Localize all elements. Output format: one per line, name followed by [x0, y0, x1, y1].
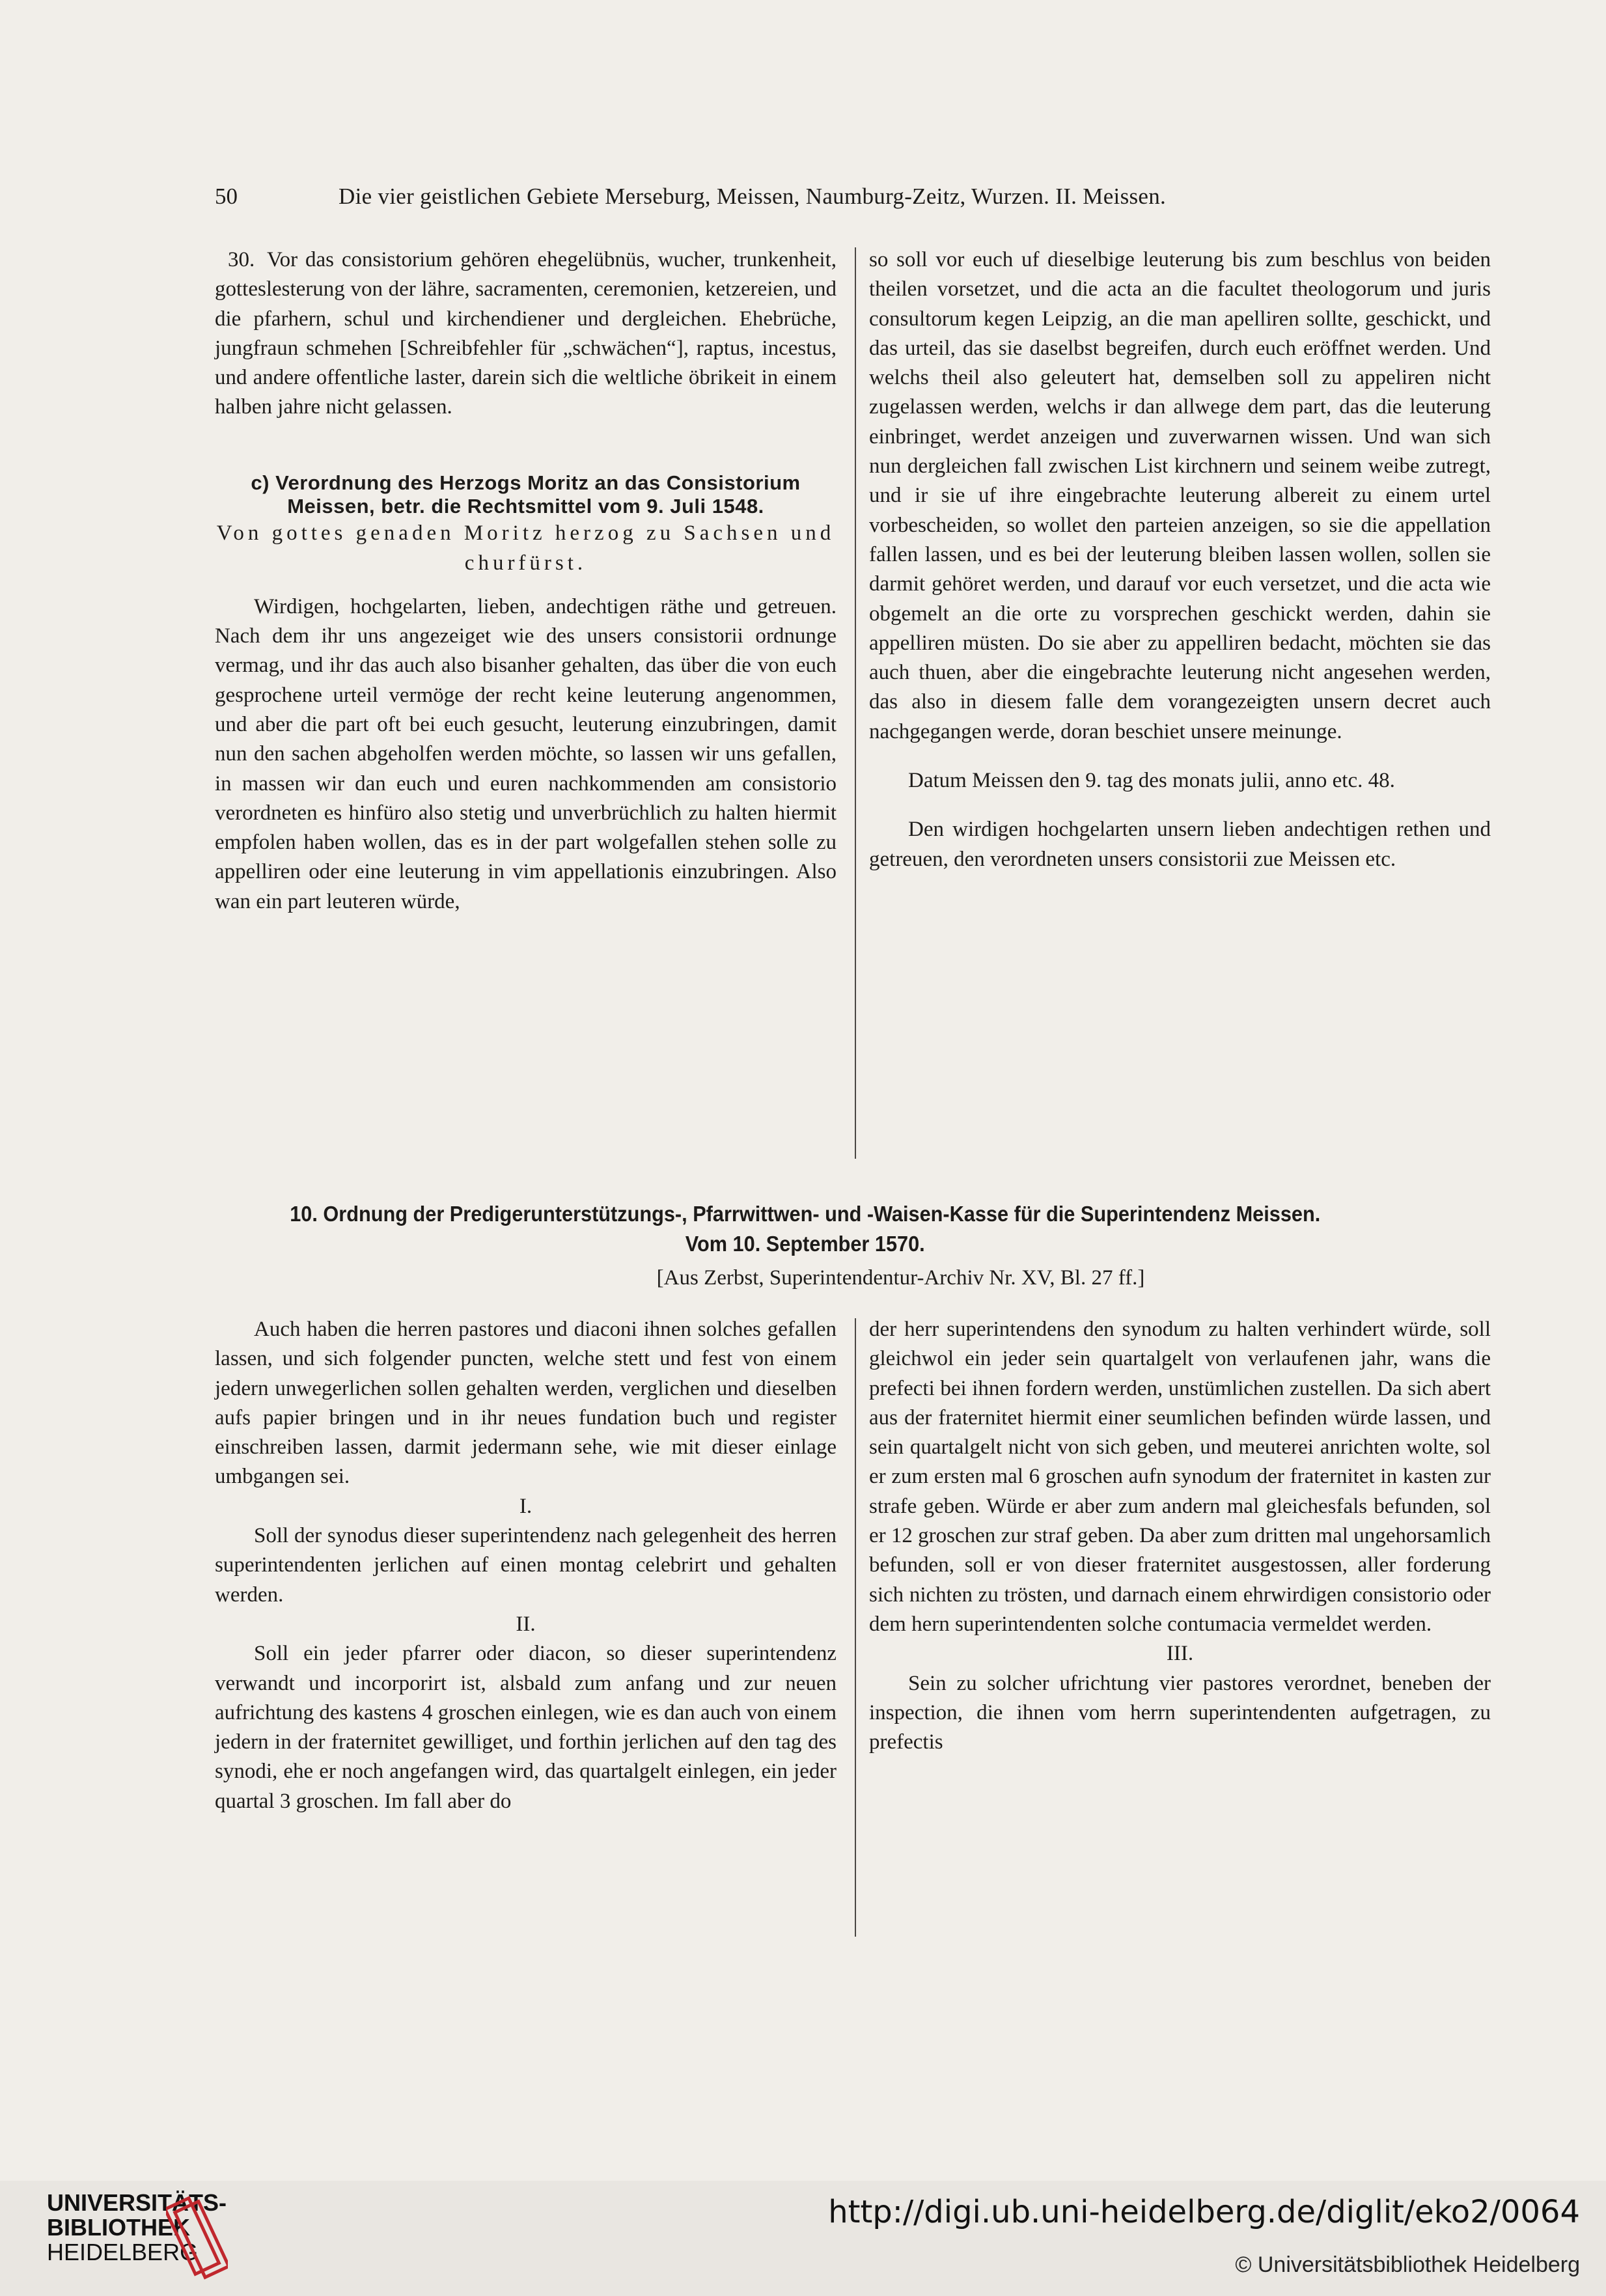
library-line-2: BIBLIOTHEK [47, 2214, 190, 2241]
source-reference: [Aus Zerbst, Superintendentur-Archiv Nr. XV, Bl. 27 ff.] [656, 1266, 1145, 1290]
article-2-text: Soll ein jeder pfarrer oder diacon, so dieser superintendenz verwandt und incorporirt ist, alsbald zum anfang und zur neuen aufrichtung des kastens 4 groschen einlegen, wie es dan auch von einem jedern in der fraternitet gewilliget, und forthin jerlichen auf den tag des synodi, ehe er noch angefangen wird, das quartalgelt einlegen, ein jeder quartal 3 groschen. Im fall aber do [215, 1642, 837, 1813]
library-line-1: UNIVERSITÄTS- [47, 2189, 227, 2216]
permalink-url[interactable]: http://digi.ub.uni-heidelberg.de/diglit/eko2/0064 [828, 2194, 1580, 2230]
section-c-heading: c) Verordnung des Herzogs Moritz an das Consistorium Meissen, betr. die Rechtsmittel vom 9. Juli 1548. [251, 471, 801, 518]
article-number-3: III. [1166, 1642, 1194, 1666]
running-title: Die vier geistlichen Gebiete Merseburg, Meissen, Naumburg-Zeitz, Wurzen. II. Meissen. [339, 184, 1167, 209]
upper-left-column [215, 245, 837, 917]
section-10-title-line1: 10. Ordnung der Predigerunterstützungs-, Pfarrwittwen- und -Waisen-Kasse für die Superintendenz Meissen. [290, 1202, 1321, 1226]
column-divider-lower [855, 1318, 856, 1937]
ordinance-intro: Auch haben die herren pastores und diaconi ihnen solches gefallen lassen, und sich folgender puncten, welche stett und fest von einem jedern unwegerlichen sollen gehalten werden, verglichen und dieselben aufs papier bringen und in ihr neues fundation buch und register einschreiben lassen, darmit jedermann sehe, wie mit dieser einlage umbgangen sei. [215, 1318, 837, 1489]
section-10-date: Vom 10. September 1570. [685, 1232, 925, 1256]
item-30-text: Vor das consistorium gehören ehegelübnüs, wucher, trunkenheit, gotteslesterung von der lähre, sacramenten, ceremonien, ketzereien, und die pfarhern, schul und kirchendiener und dergleichen. Ehebrüche, jungfraun schmehen [Schreibfehler für „schwächen“], raptus, incestus, und andere offentliche laster, darein sich die weltliche öbrikeit in einem halben jahre nicht gelassen. [215, 248, 837, 419]
salutation: Von gottes genaden Moritz herzog zu Sachsen und churfürst. [216, 521, 835, 575]
decree-body: Wirdigen, hochgelarten, lieben, andechtigen räthe und getreuen. Nach dem ihr uns angezeiget wie des unsers consistorii ordnunge vermag, und ihr das auch also bisanher gehalten, das über die von euch gesprochene urteil vermöge der recht keine leuterung angenommen, und aber die part oft bei euch gesucht, leuterung einzubringen, damit nun den sachen abgeholfen werden möchte, so lassen wir uns gefallen, in massen wir dan euch und euren nachkommenden am consistorio verordneten es hinfüro also stetig und unverbrüchlich zu halten hiermit empfolen haben wollen, das es in der part wolgefallen stehen solle zu appelliren oder eine leuterung in vim appellationis einzubringen. Also wan ein part leuteren würde, [215, 594, 837, 913]
library-line-3: HEIDELBERG [47, 2239, 199, 2265]
article-number-1: I. [519, 1494, 533, 1518]
article-number-2: II. [516, 1612, 536, 1636]
decree-date: Datum Meissen den 9. tag des monats julii, anno etc. 48. [908, 769, 1395, 793]
section-10-title [215, 1199, 1396, 1259]
article-1-text: Soll der synodus dieser superintendenz nach gelegenheit des herren superintendenten jerlichen auf einen montag celebrirt und gehalten werden. [215, 1524, 837, 1607]
column-divider [855, 247, 856, 1159]
page-number: 50 [215, 184, 238, 209]
library-logo-icon [166, 2194, 228, 2291]
item-number: 30. [228, 248, 255, 271]
lower-right-column [869, 1315, 1491, 1757]
article-3-text: Sein zu solcher ufrichtung vier pastores verordnet, beneben der inspection, die ihnen vom herrn superintendenten aufgetragen, zu prefectis [869, 1671, 1491, 1754]
running-header [215, 177, 1367, 216]
lower-left-column [215, 1315, 837, 1816]
upper-right-column [869, 245, 1491, 874]
copyright-notice: © Universitätsbibliothek Heidelberg [1235, 2252, 1580, 2277]
decree-continuation: so soll vor euch uf dieselbige leuterung bis zum beschlus von beiden theilen vorsetzet, und die acta an die facultet theologorum und juris consultorum kegen Leipzig, an die man apelliren sollte, geschickt, und das urteil, das sie daselbst begreifen, durch euch eröffnet werden. Und welchs theil also geleutert hat, demselben soll zu appeliren nicht zugelassen werden, welchs ir dan allwege dem part, das die leuterung einbringet, werdet anzeigen und zuverwarnen wissen. Und wan sich nun dergleichen fall zwischen List kirchnern und seinem weibe zutregt, und ir sie uf ihre eingebrachte leuterung albereit zu einem urtel vorbescheiden, so wollet den parteien anzeigen, so sie die appellation fallen lassen, und es bei der leuterung bleiben lassen wollen, sollen sie darmit gehöret werden, und darauf vor euch versetzet, und die acta wie obgemelt an die orte zu vorsprechen geschickt werden, dahin sie appelliren müsten. Do sie aber zu appelliren bedacht, möchten sie das auch thuen, aber die eingebrachte leuterung nicht angesehen werden, das also in diesem falle dem vorangezeigten unsern decret auch nachgegangen werde, doran beschiet unsere meinunge. [869, 248, 1491, 743]
decree-address: Den wirdigen hochgelarten unsern lieben andechtigen rethen und getreuen, den verordneten unsers consistorii zue Meissen etc. [869, 818, 1491, 871]
item-30 [215, 245, 837, 422]
article-2-continuation: der herr superintendens den synodum zu halten verhindert würde, soll gleichwol ein jeder sein quartalgelt von verlaufenen jahr, wans die prefecti bei ihnen fordern werden, unstümlichen zustellen. Da sich abert aus der fraternitet hiermit einer seumlichen befinden würde lassen, und sein quartalgelt nicht von sich geben, und meuterei anrichten wolte, sol er zum ersten mal 6 groschen aufn synodum der fraternitet in kasten zur strafe geben. Würde er aber zum andern mal gleichesfals befunden, sol er 12 groschen zur straf geben. Da aber zum dritten mal ungehorsamlich befunden, soll er von dieser fraternitet ausgestossen, aller forderung sich nichten zu trösten, und darnach einem ehrwirdigen consistorio oder dem hern superintendenten solche contumacia vermeldet werden. [869, 1318, 1491, 1636]
